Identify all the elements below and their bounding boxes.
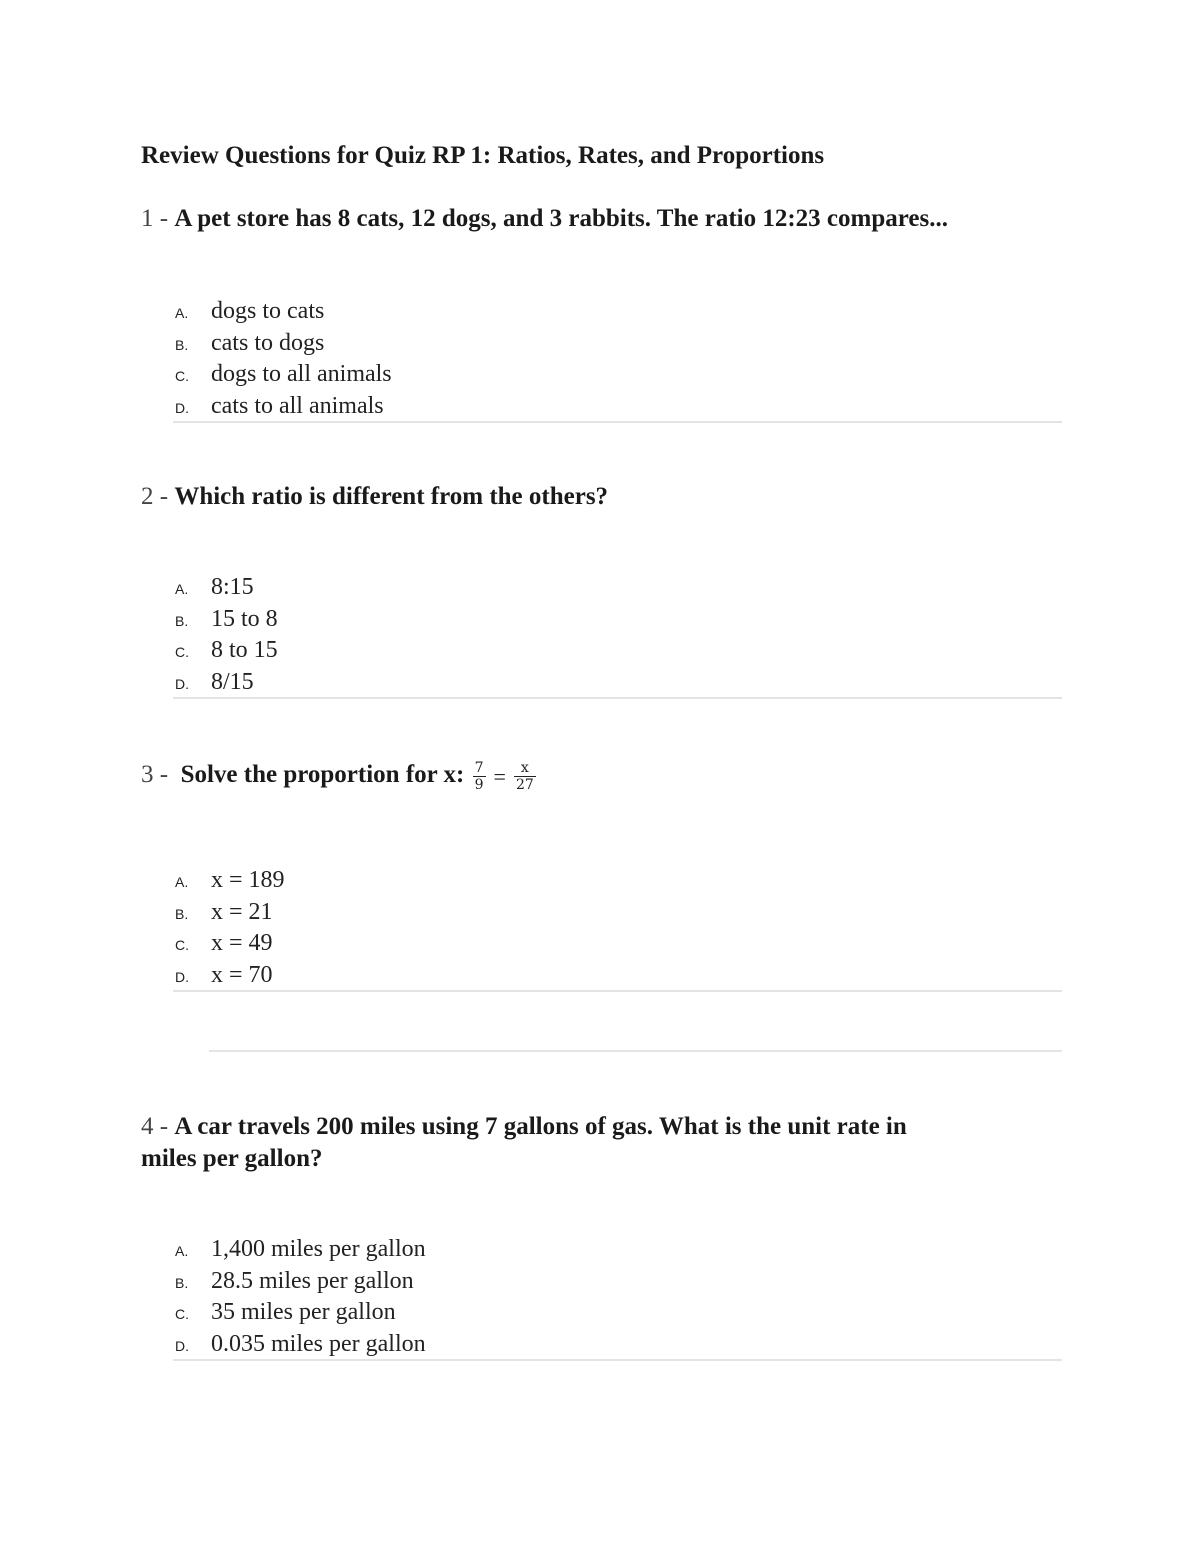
page-title: Review Questions for Quiz RP 1: Ratios, Rates, and Proportions [141,142,825,169]
choice-letter: D. [175,399,189,416]
fraction-numerator: x [514,760,536,777]
question-number: 1 - [141,205,175,232]
question-3 [141,760,538,793]
choice-letter: B. [175,905,189,922]
fraction-left [473,760,486,793]
answer-choice [175,960,285,992]
choice-letter: B. [175,612,189,629]
question-number: 3 - [141,761,175,789]
answer-choices-4 [175,1234,426,1360]
choice-text: 0.035 miles per gallon [211,1330,426,1357]
answer-choice [175,572,278,604]
choice-letter: A. [175,581,189,597]
answer-choice [175,897,285,929]
answer-choice [175,1234,426,1266]
choice-text: 15 to 8 [211,605,278,632]
question-1 [141,205,948,233]
divider [173,421,1062,423]
fraction-denominator: 27 [515,777,534,793]
question-number: 4 - [141,1113,175,1140]
question-text: A pet store has 8 cats, 12 dogs, and 3 rabbits. The ratio 12:23 compares... [174,205,948,232]
answer-choice [175,1297,426,1329]
divider [173,1359,1062,1361]
choice-letter: C. [175,368,189,384]
fraction-right [514,760,536,793]
choice-text: cats to all animals [211,392,384,419]
choice-letter: A. [175,874,189,890]
answer-choice [175,1329,426,1361]
choice-text: x = 49 [211,930,273,956]
divider [209,1050,1062,1052]
choice-letter: B. [175,1274,189,1291]
choice-text: dogs to all animals [211,361,392,387]
answer-choice [175,865,285,897]
choice-text: x = 21 [211,898,273,925]
answer-choice [175,604,278,636]
choice-text: 8:15 [211,574,254,600]
choice-text: dogs to cats [211,298,325,324]
choice-text: 8 to 15 [211,637,278,663]
choice-text: cats to dogs [211,329,325,356]
answer-choices-3 [175,865,285,991]
question-4-continued [141,1145,322,1173]
choice-letter: A. [175,1243,189,1259]
answer-choices-2 [175,572,278,698]
choice-letter: A. [175,305,189,321]
question-2 [141,483,608,511]
choice-text: x = 70 [211,961,273,988]
question-4 [141,1113,907,1141]
question-text: Solve the proportion for x: [180,761,465,789]
choice-text: 1,400 miles per gallon [211,1236,426,1262]
fraction-denominator: 9 [474,777,484,793]
choice-letter: C. [175,937,189,953]
choice-letter: D. [175,968,189,985]
answer-choice [175,667,278,699]
answer-choice [175,296,392,328]
answer-choice [175,928,285,960]
answer-choice [175,635,278,667]
answer-choice [175,1266,426,1298]
choice-text: x = 189 [211,867,285,893]
question-text: Which ratio is different from the others? [174,483,609,510]
choice-text: 35 miles per gallon [211,1299,396,1325]
choice-text: 8/15 [211,668,254,695]
choice-letter: C. [175,644,189,660]
choice-letter: D. [175,1337,189,1354]
answer-choices-1 [175,296,392,422]
choice-letter: B. [175,336,189,353]
fraction-numerator: 7 [474,760,484,776]
answer-choice [175,328,392,360]
choice-letter: D. [175,675,189,692]
divider [173,697,1062,699]
question-number: 2 - [141,483,175,510]
choice-text: 28.5 miles per gallon [211,1267,414,1294]
choice-letter: C. [175,1306,189,1322]
equals-sign: = [493,763,506,789]
question-text-line-2: miles per gallon? [141,1145,323,1172]
question-text-line-1: A car travels 200 miles using 7 gallons of gas. What is the unit rate in [174,1113,907,1140]
divider [173,990,1062,992]
answer-choice [175,359,392,391]
answer-choice [175,391,392,423]
